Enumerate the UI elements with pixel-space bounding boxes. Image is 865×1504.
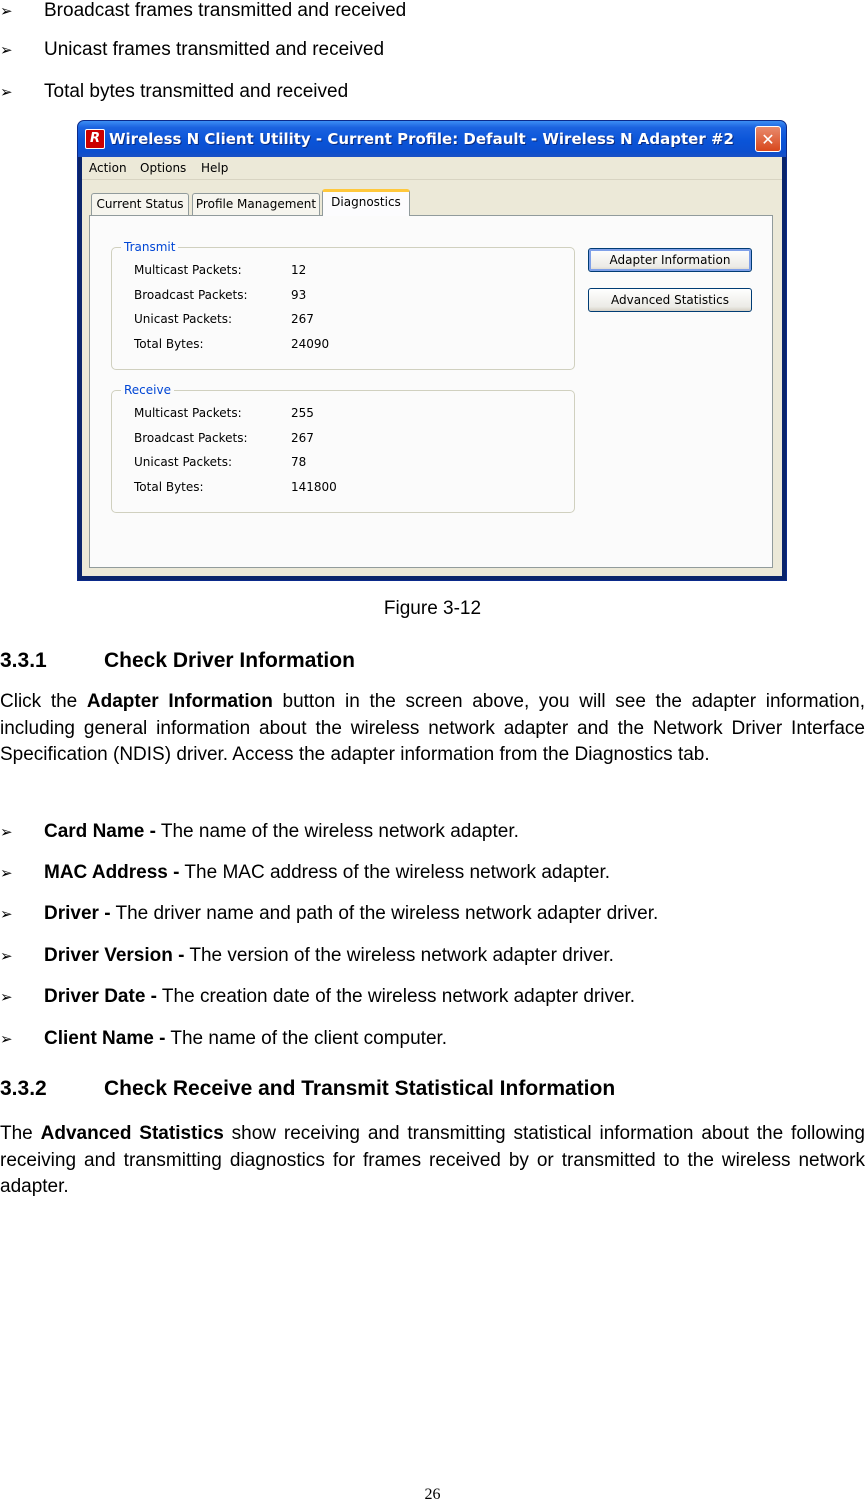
adapter-information-button[interactable]: Adapter Information — [588, 248, 752, 272]
tab-current-status[interactable]: Current Status — [91, 193, 189, 215]
arrow-bullet-icon: ➢ — [0, 823, 13, 841]
arrow-bullet-icon: ➢ — [0, 988, 13, 1006]
transmit-group-title: Transmit — [121, 239, 178, 255]
title-bar[interactable] — [78, 121, 786, 157]
menu-options[interactable]: Options — [140, 161, 187, 175]
arrow-bullet-icon: ➢ — [0, 947, 13, 965]
tab-profile-management[interactable]: Profile Management — [192, 193, 320, 215]
arrow-bullet-icon: ➢ — [0, 1030, 13, 1048]
menu-bar — [82, 157, 782, 180]
close-button[interactable]: ✕ — [755, 126, 781, 152]
page-number: 26 — [424, 1486, 441, 1503]
section-3-3-2-paragraph: The Advanced Statistics show receiving and transmitting statistical information about the following receiving and transmitting diagnostics for frames received by or transmitted to the wireless network adapter. — [0, 1123, 865, 1197]
app-logo-icon: R — [85, 129, 105, 149]
window-client-area — [82, 157, 782, 576]
figure-caption: Figure 3-12 — [383, 598, 482, 619]
utility-window — [77, 120, 787, 581]
receive-group: Receive Multicast Packets: 255 Broadcast Packets: 267 Unicast Packets: 78 Total Bytes: 141800 — [111, 390, 575, 513]
arrow-bullet-icon: ➢ — [0, 41, 13, 59]
diagnostics-panel — [89, 215, 773, 568]
arrow-bullet-icon: ➢ — [0, 864, 13, 882]
menu-action[interactable]: Action — [89, 161, 127, 175]
advanced-statistics-button[interactable]: Advanced Statistics — [588, 288, 752, 312]
arrow-bullet-icon: ➢ — [0, 905, 13, 923]
receive-group-title: Receive — [121, 382, 174, 398]
menu-help[interactable]: Help — [201, 161, 229, 175]
window-title: Wireless N Client Utility - Current Profile: Default - Wireless N Adapter #2 — [109, 130, 734, 148]
transmit-group: Transmit Multicast Packets: 12 Broadcast Packets: 93 Unicast Packets: 267 Total Bytes: 24090 — [111, 247, 575, 370]
arrow-bullet-icon: ➢ — [0, 83, 13, 101]
tab-diagnostics[interactable]: Diagnostics — [322, 189, 410, 216]
arrow-bullet-icon: ➢ — [0, 2, 13, 20]
section-3-3-1-paragraph: Click the Adapter Information button in the screen above, you will see the adapter information, including general information about the wireless network adapter and the Network Driver Interface Specification (NDIS) driver. Access the adapter information from the Diagnostics tab. — [0, 691, 865, 765]
